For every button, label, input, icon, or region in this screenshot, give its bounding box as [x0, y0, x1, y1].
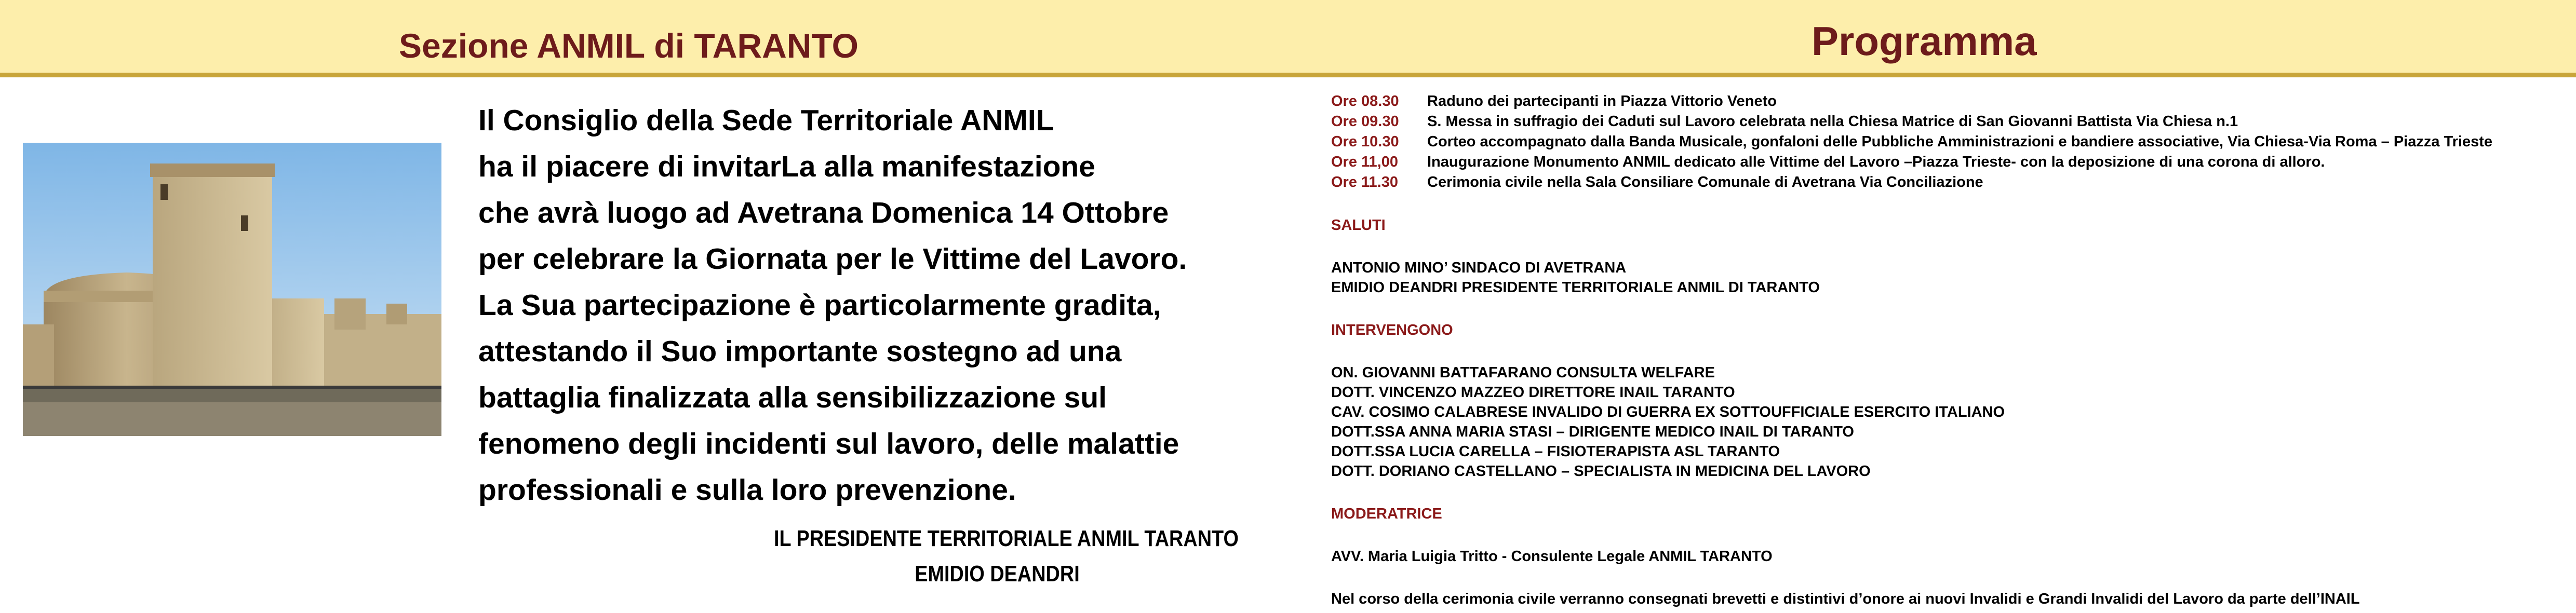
schedule-time: Ore 10.30 — [1331, 133, 1399, 150]
castle-photo-icon — [23, 143, 441, 436]
schedule-text: S. Messa in suffragio dei Caduti sul Lavoro celebrata nella Chiesa Matrice di San Giovanni Battista Via Chiesa n.1 — [1427, 113, 2238, 130]
schedule-time: Ore 11.30 — [1331, 174, 1398, 190]
invitation-line: professionali e sulla loro prevenzione. — [478, 473, 1016, 507]
schedule-time: Ore 09.30 — [1331, 113, 1399, 130]
speaker-item: DOTT. VINCENZO MAZZEO DIRETTORE INAIL TARANTO — [1331, 384, 1735, 401]
invitation-line: Il Consiglio della Sede Territoriale ANMIL — [478, 104, 1054, 137]
saluti-item: EMIDIO DEANDRI PRESIDENTE TERRITORIALE ANMIL DI TARANTO — [1331, 279, 1820, 296]
invitation-text — [478, 98, 1289, 513]
speaker-item: DOTT.SSA LUCIA CARELLA – FISIOTERAPISTA ASL TARANTO — [1331, 443, 1780, 460]
program-title: Programma — [1812, 18, 2037, 64]
invitation-line: fenomeno degli incidenti sul lavoro, delle malattie — [478, 427, 1179, 460]
invitation-line: La Sua partecipazione è particolarmente gradita, — [478, 289, 1161, 322]
schedule-text: Corteo accompagnato dalla Banda Musicale, gonfaloni delle Pubbliche Amministrazioni e bandiere associative, Via Chiesa-Via Roma – Piazza Trieste — [1427, 133, 2493, 150]
schedule-text: Cerimonia civile nella Sala Consiliare Comunale di Avetrana Via Conciliazione — [1427, 174, 1983, 190]
schedule-text: Raduno dei partecipanti in Piazza Vittorio Veneto — [1427, 93, 1777, 110]
schedule-time: Ore 08.30 — [1331, 93, 1399, 110]
schedule-text: Inaugurazione Monumento ANMIL dedicato alle Vittime del Lavoro –Piazza Trieste- con la deposizione di una corona di alloro. — [1427, 154, 2325, 170]
program-column — [1331, 91, 2567, 609]
schedule-row — [1331, 91, 2567, 112]
invitation-line: per celebrare la Giornata per le Vittime del Lavoro. — [478, 242, 1187, 276]
header-band — [0, 0, 2576, 73]
saluti-label: SALUTI — [1331, 217, 1386, 234]
moderatrice-label: MODERATRICE — [1331, 506, 1442, 522]
speaker-item: CAV. COSIMO CALABRESE INVALIDO DI GUERRA EX SOTTOUFFICIALE ESERCITO ITALIANO — [1331, 404, 2005, 420]
schedule-row — [1331, 132, 2567, 152]
speaker-item: DOTT. DORIANO CASTELLANO – SPECIALISTA IN MEDICINA DEL LAVORO — [1331, 463, 1871, 480]
speaker-item: ON. GIOVANNI BATTAFARANO CONSULTA WELFARE — [1331, 364, 1715, 381]
schedule-row — [1331, 112, 2567, 132]
signature-name: EMIDIO DEANDRI — [915, 561, 1080, 587]
moderatrice-item: AVV. Maria Luigia Tritto - Consulente Legale ANMIL TARANTO — [1331, 548, 1773, 565]
schedule-row — [1331, 172, 2567, 193]
schedule-row — [1331, 152, 2567, 172]
invitation-line: ha il piacere di invitarLa alla manifestazione — [478, 150, 1095, 183]
signature-title: IL PRESIDENTE TERRITORIALE ANMIL TARANTO — [774, 526, 1239, 551]
invitation-line: attestando il Suo importante sostegno ad una — [478, 335, 1122, 368]
saluti-item: ANTONIO MINO’ SINDACO DI AVETRANA — [1331, 260, 1627, 276]
intervengono-label: INTERVENGONO — [1331, 322, 1453, 338]
signature — [774, 521, 1239, 592]
speaker-item: DOTT.SSA ANNA MARIA STASI – DIRIGENTE MEDICO INAIL DI TARANTO — [1331, 424, 1854, 440]
castle-photo — [23, 143, 441, 436]
header-divider — [0, 73, 2576, 77]
closing-note: Nel corso della cerimonia civile verranno consegnati brevetti e distintivi d’onore ai nuovi Invalidi e Grandi Invalidi del Lavoro da parte dell’INAIL — [1331, 591, 2360, 607]
section-title: Sezione ANMIL di TARANTO — [399, 26, 858, 65]
schedule-time: Ore 11,00 — [1331, 154, 1398, 170]
invitation-line: battaglia finalizzata alla sensibilizzazione sul — [478, 381, 1107, 414]
invitation-line: che avrà luogo ad Avetrana Domenica 14 Ottobre — [478, 196, 1169, 229]
